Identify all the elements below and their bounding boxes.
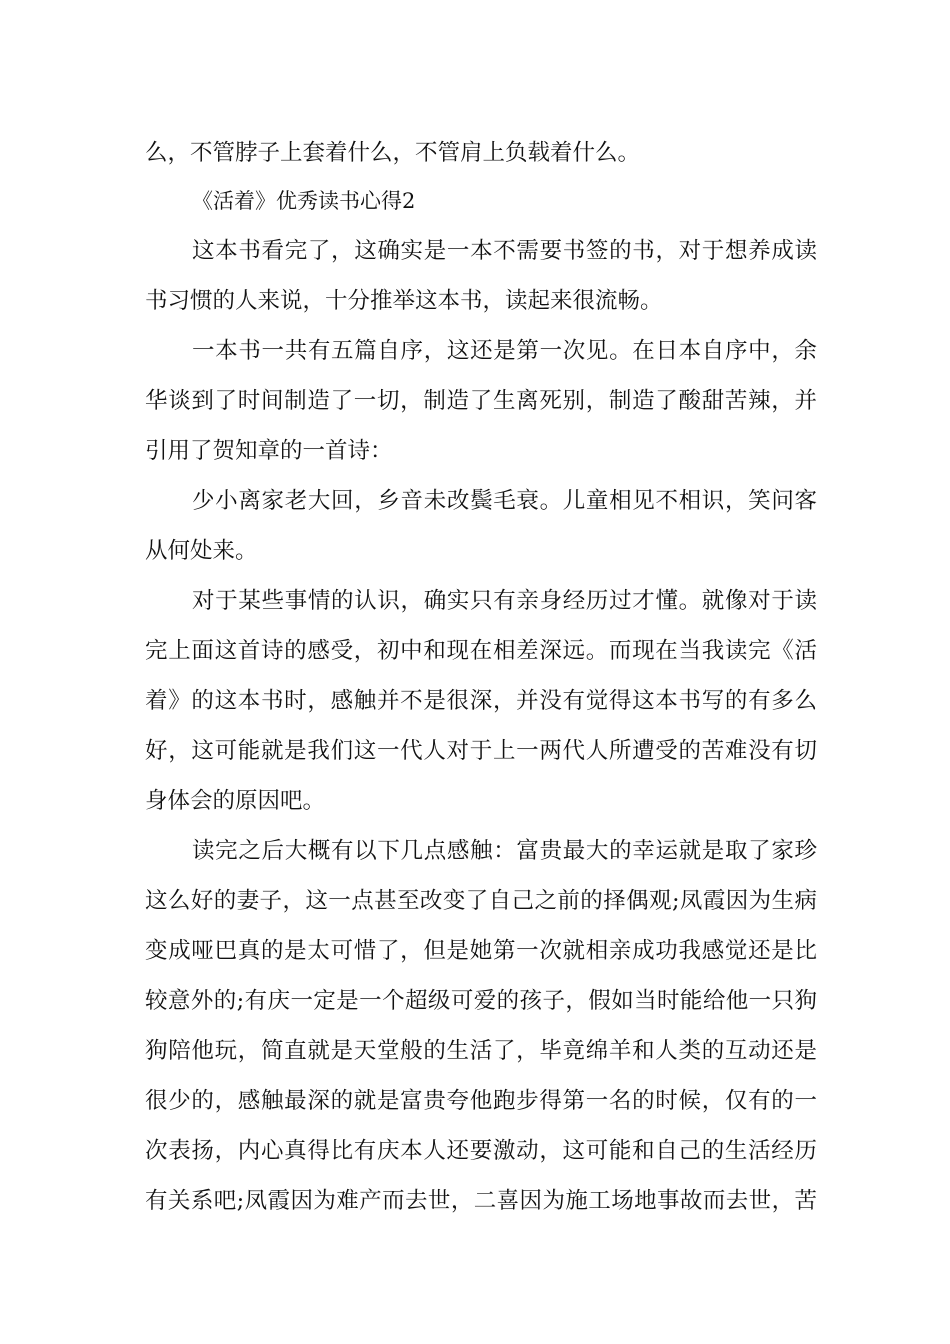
section-heading: 《活着》优秀读书心得2 <box>192 189 416 213</box>
paragraph-line: 变成哑巴真的是太可惜了，但是她第一次就相亲成功我感觉还是比 <box>145 938 817 964</box>
paragraph-line: 少小离家老大回，乡音未改鬓毛衰。儿童相见不相识，笑问客 <box>192 488 817 514</box>
paragraph-line: 引用了贺知章的一首诗： <box>145 438 393 464</box>
paragraph-line: 狗陪他玩，简直就是天堂般的生活了，毕竟绵羊和人类的互动还是 <box>145 1038 817 1064</box>
paragraph-line: 这本书看完了，这确实是一本不需要书签的书，对于想养成读 <box>192 238 817 264</box>
paragraph-line: 很少的，感触最深的就是富贵夸他跑步得第一名的时候，仅有的一 <box>145 1088 817 1114</box>
paragraph-line: 完上面这首诗的感受，初中和现在相差深远。而现在当我读完《活 <box>145 638 817 664</box>
paragraph-line: 这么好的妻子，这一点甚至改变了自己之前的择偶观;凤霞因为生病 <box>145 888 817 914</box>
paragraph-line: 华谈到了时间制造了一切，制造了生离死别，制造了酸甜苦辣，并 <box>145 388 817 414</box>
paragraph-line: 书习惯的人来说，十分推举这本书，读起来很流畅。 <box>145 288 663 314</box>
paragraph-line: 从何处来。 <box>145 538 258 564</box>
paragraph-line: 身体会的原因吧。 <box>145 788 326 814</box>
paragraph-line: 读完之后大概有以下几点感触：富贵最大的幸运就是取了家珍 <box>192 838 817 864</box>
paragraph-line: 较意外的;有庆一定是一个超级可爱的孩子，假如当时能给他一只狗 <box>145 988 817 1014</box>
paragraph-line: 着》的这本书时，感触并不是很深，并没有觉得这本书写的有多么 <box>145 688 817 714</box>
paragraph-line: 么，不管脖子上套着什么，不管肩上负载着什么。 <box>145 140 641 166</box>
paragraph-line: 有关系吧;凤霞因为难产而去世，二喜因为施工场地事故而去世，苦 <box>145 1188 817 1214</box>
paragraph-line: 一本书一共有五篇自序，这还是第一次见。在日本自序中，余 <box>192 338 817 364</box>
paragraph-line: 好，这可能就是我们这一代人对于上一两代人所遭受的苦难没有切 <box>145 738 817 764</box>
paragraph-line: 次表扬，内心真得比有庆本人还要激动，这可能和自己的生活经历 <box>145 1138 817 1164</box>
paragraph-line: 对于某些事情的认识，确实只有亲身经历过才懂。就像对于读 <box>192 588 817 614</box>
